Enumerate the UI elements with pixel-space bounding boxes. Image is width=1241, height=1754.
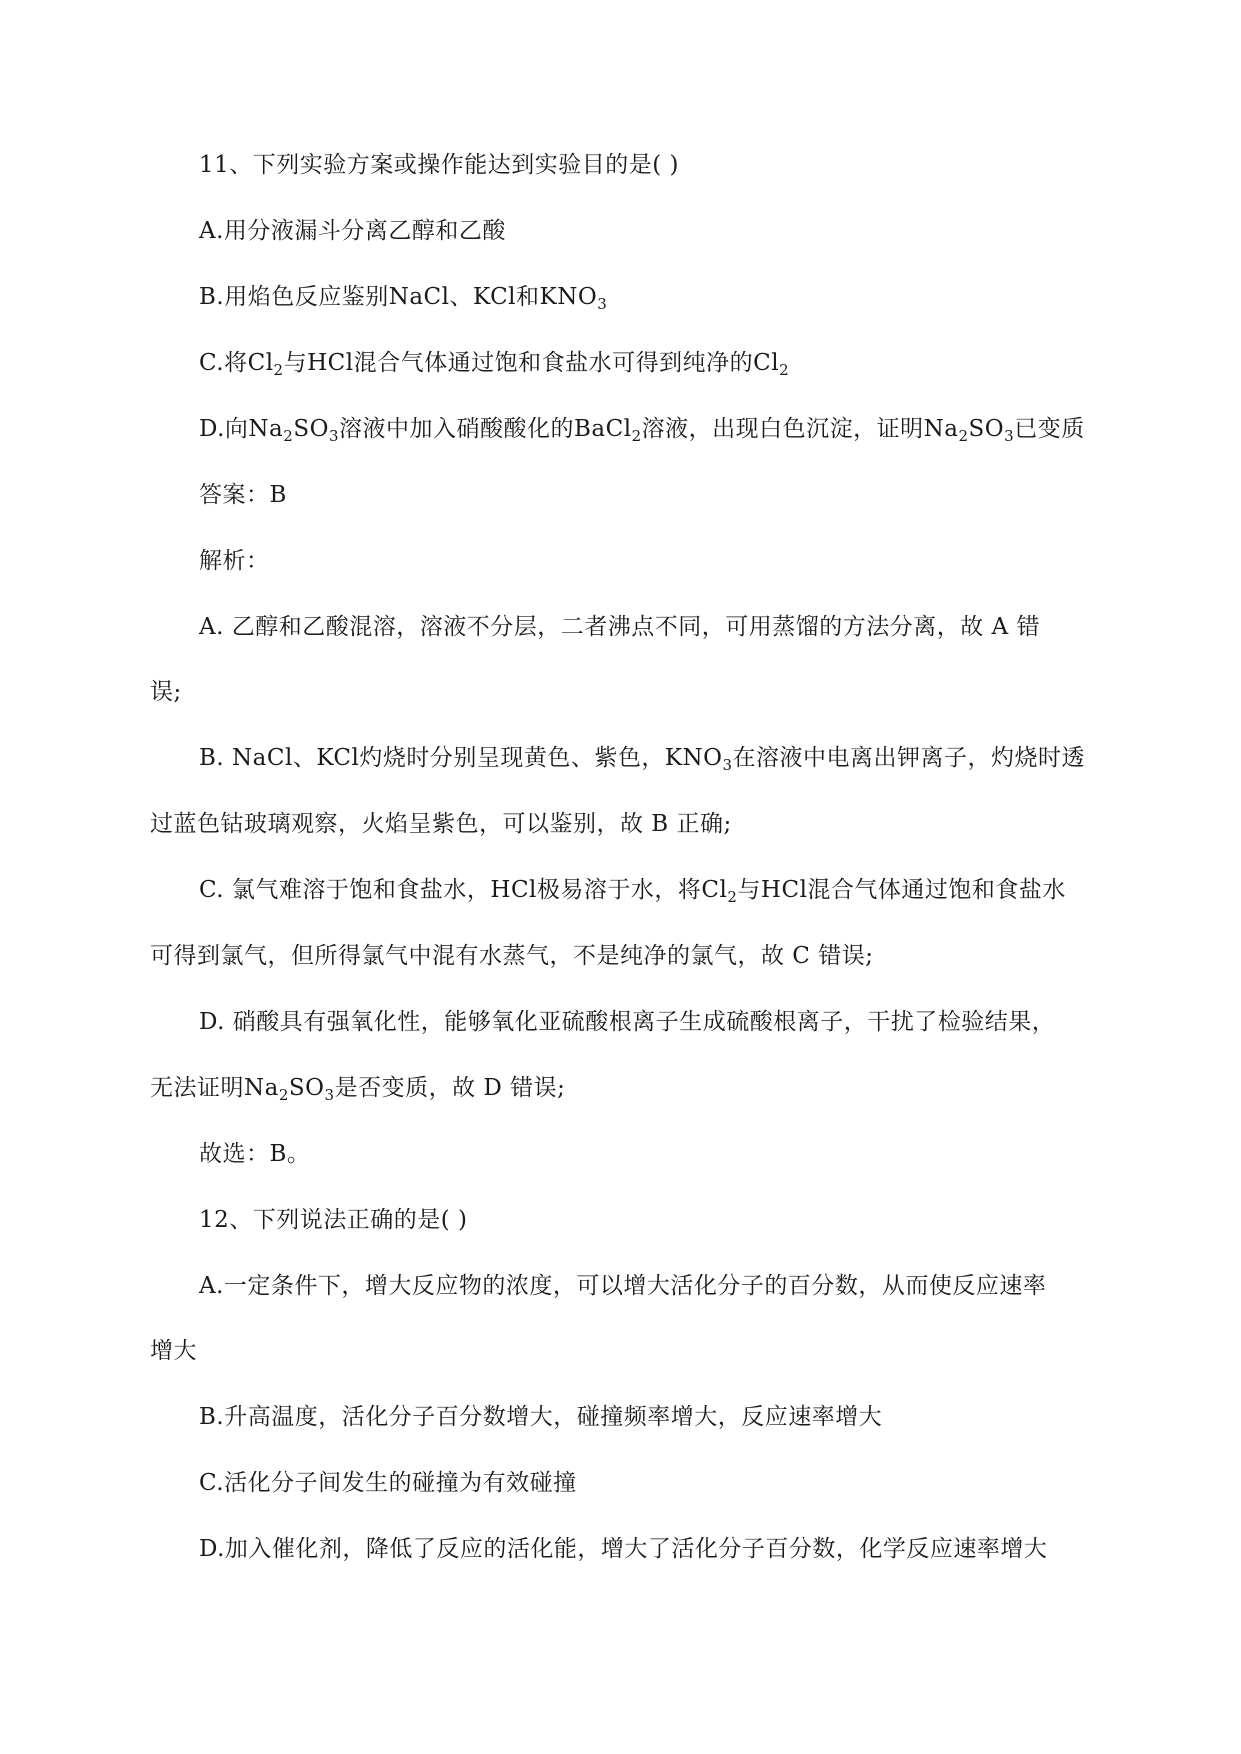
q11-explanation-b-line1: B. NaCl、KCl灼烧时分别呈现黄色、紫色，$KNO_3$在溶液中电离出钾离子，灼烧时透	[199, 745, 1086, 774]
q11-conclusion: 故选：B。	[199, 1141, 311, 1167]
q11-explanation-d-line2: 无法证明$Na_2SO_3$是否变质，故 D 错误;	[150, 1075, 566, 1104]
q12-option-a-line1: A.一定条件下，增大反应物的浓度，可以增大活化分子的百分数，从而使反应速率	[199, 1273, 1047, 1299]
q12-option-d: D.加入催化剂，降低了反应的活化能，增大了活化分子百分数，化学反应速率增大	[199, 1536, 1048, 1562]
q11-option-a: A.用分液漏斗分离乙醇和乙酸	[199, 218, 506, 244]
q11-option-d: D.向$Na_2SO_3$溶液中加入硝酸酸化的BaCl$_2$溶液，出现白色沉淀，证明$Na_2SO_3$已变质	[199, 416, 1085, 445]
q12-option-c: C.活化分子间发生的碰撞为有效碰撞	[199, 1470, 577, 1496]
q11-analysis-label: 解析：	[199, 548, 270, 574]
q11-explanation-c-line2: 可得到氯气，但所得氯气中混有水蒸气，不是纯净的氯气，故 C 错误;	[150, 943, 874, 969]
q11-explanation-b-line2: 过蓝色钴玻璃观察，火焰呈紫色，可以鉴别，故 B 正确;	[150, 811, 732, 837]
q11-option-c: C.将$Cl_2$与HCl混合气体通过饱和食盐水可得到纯净的$Cl_2$	[199, 350, 790, 379]
q12-option-b: B.升高温度，活化分子百分数增大，碰撞频率增大，反应速率增大	[199, 1404, 883, 1430]
q11-explanation-d-line1: D. 硝酸具有强氧化性，能够氧化亚硫酸根离子生成硫酸根离子，干扰了检验结果，	[199, 1009, 1056, 1035]
q11-explanation-a-line2: 误;	[150, 679, 182, 705]
q11-explanation-c-line1: C. 氯气难溶于饱和食盐水，HCl极易溶于水，将$Cl_2$与HCl混合气体通过饱和食盐水	[199, 877, 1066, 906]
q12-stem: 12、下列说法正确的是( )	[199, 1207, 468, 1233]
q11-option-b: B.用焰色反应鉴别NaCl、KCl和$KNO_3$	[199, 284, 608, 313]
q11-stem: 11、下列实验方案或操作能达到实验目的是( )	[199, 152, 680, 178]
q11-answer: 答案：B	[199, 482, 287, 508]
q11-explanation-a-line1: A. 乙醇和乙酸混溶，溶液不分层，二者沸点不同，可用蒸馏的方法分离，故 A 错	[199, 614, 1040, 640]
q12-option-a-line2: 增大	[150, 1338, 197, 1364]
